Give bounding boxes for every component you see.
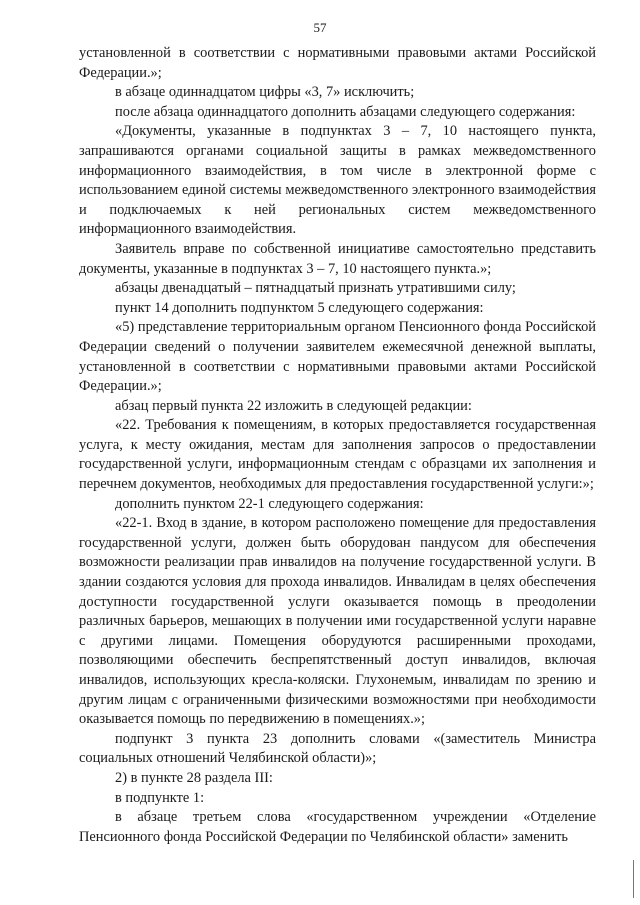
paragraph-abzac-3: в абзаце третьем слова «государственном учреждении «Отделение Пенсионного фонда Российской Федерации по Челябинской области» заменить	[79, 809, 596, 845]
paragraph-punkt-22-text: «22. Требования к помещениям, в которых предоставляется государственная услуга, к месту ожидания, местам для заполнения запросов о предоставлении государственной услуги, информационным стендам с образцами их заполнения и перечнем документов, необходимых для предоставления государственной услуги:»;	[79, 417, 596, 493]
paragraph-punkt-22-1-intro: дополнить пунктом 22-1 следующего содержания:	[115, 495, 424, 512]
paragraph-punkt-22-1-text: «22-1. Вход в здание, в котором расположено помещение для предоставления государственной услуги, должен быть оборудован пандусом для обеспечения возможности реализации прав инвалидов на получение государственной услуги. В здании создаются условия для прохода инвалидов. Инвалидам в целях обеспечения доступности государственной услуги оказывается помощь в преодолении различных барьеров, мешающих в получении ими государственной услуги наравне с другими лицами. Помещения оборудуются расширенными проходами, позволяющими обеспечить беспрепятственный доступ инвалидов, включая инвалидов, использующих кресла-коляски. Глухонемым, инвалидам по зрению и другим лицам с ограниченными физическими возможностями при необходимости оказывается помощь по передвижению в помещениях.»;	[79, 515, 596, 728]
paragraph-punkt-28: 2) в пункте 28 раздела III:	[115, 769, 273, 786]
paragraph-repeal-abzacs: абзацы двенадцатый – пятнадцатый признать утратившими силу;	[115, 280, 516, 297]
paragraph-amend-abzac-11: в абзаце одиннадцатом цифры «3, 7» исключить;	[115, 84, 415, 101]
paragraph-punkt-23: подпункт 3 пункта 23 дополнить словами «(заместитель Министра социальных отношений Челябинской области)»;	[79, 730, 596, 767]
margin-mark	[633, 860, 634, 898]
paragraph-documents-requested: «Документы, указанные в подпунктах 3 – 7, 10 настоящего пункта, запрашиваются органами социальной защиты в рамках межведомственного информационного взаимодействия, в том числе в электронной форме с использованием единой системы межведомственного электронного взаимодействия и подключаемых к ней региональных систем межведомственного информационного взаимодействия.	[79, 123, 596, 238]
document-body	[79, 44, 596, 847]
paragraph-add-after-abzac-11: после абзаца одиннадцатого дополнить абзацами следующего содержания:	[115, 103, 576, 120]
paragraph-subpunkt-5: «5) представление территориальным органом Пенсионного фонда Российской Федерации сведений о получении заявителем ежемесячной денежной выплаты, установленной в соответствии с нормативными правовыми актами Российской Федерации.»;	[79, 319, 596, 395]
paragraph-applicant-right: Заявитель вправе по собственной инициативе самостоятельно представить документы, указанные в подпунктах 3 – 7, 10 настоящего пункта.»;	[79, 240, 596, 277]
paragraph-subpunkt-1: в подпункте 1:	[115, 789, 205, 806]
paragraph-punkt-14: пункт 14 дополнить подпунктом 5 следующего содержания:	[115, 299, 484, 316]
paragraph-punkt-22-intro: абзац первый пункта 22 изложить в следующей редакции:	[115, 397, 472, 414]
page-number: 57	[313, 20, 327, 35]
paragraph-continuation: установленной в соответствии с нормативными правовыми актами Российской Федерации.»;	[79, 45, 596, 81]
